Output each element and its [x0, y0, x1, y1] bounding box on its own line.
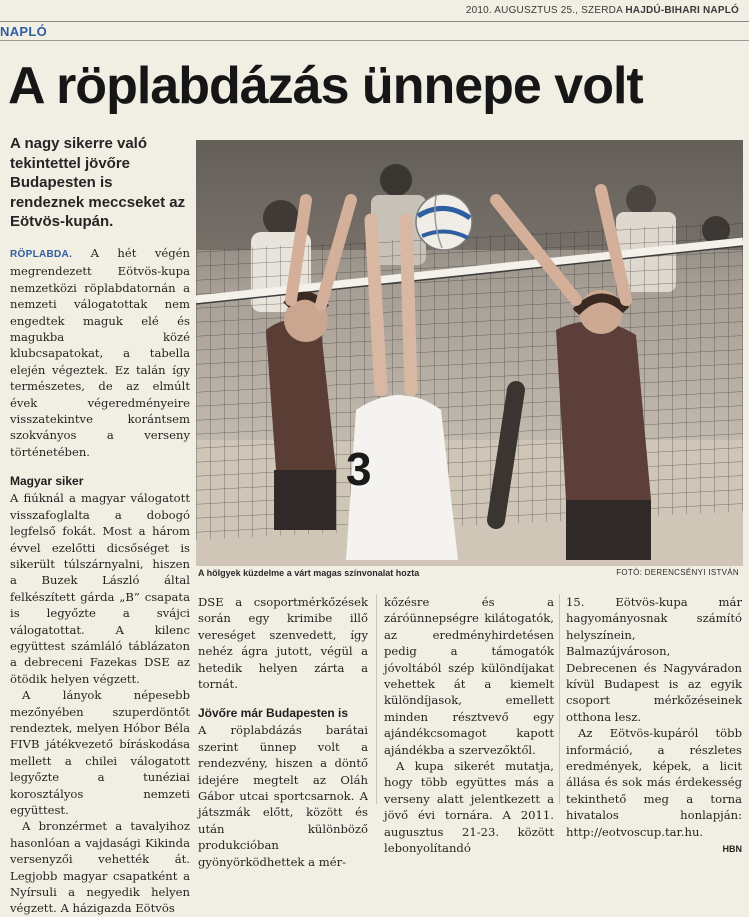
paragraph-3: A bronzérmet a tavalyihoz hasonlóan a vajdasági Kikinda versenyzői vehették át. Legjobb magyar csapatként a Nyírsuli a negyedik helyen végzett. A házigazda Eötvös	[10, 819, 190, 916]
intro-text: A hét végén megrendezett Eötvös-kupa nemzetközi röplabdatornán a nemzeti válogatottak nem engedtek maguk elé és magukba közé klubcsapatokat, a tabella elején végeztek. Ez talán így természetes, de az elmúlt évek végeredményeire visszatekintve korántsem szokványos a verseny történetében.	[10, 246, 190, 459]
photo-caption-bar	[196, 568, 743, 582]
volleyball-icon	[416, 194, 472, 250]
header-date: 2010. AUGUSZTUS 25., SZERDA	[465, 5, 623, 16]
col4-paragraph-1: 15. Eötvös-kupa már hagyományosnak számító helyszínein, Balmazújvároson, Debrecenen és Nagyváradon kívül Budapest is az egyik csoport mérkőzéseinek otthona lesz.	[566, 595, 742, 724]
col3-paragraph-2: A kupa sikerét mutatja, hogy több együttes más a verseny alatt jelentkezett a jövő évi tornára. A 2011. augusztus 21-23. között lebonyolítandó	[384, 759, 554, 856]
col2-paragraph-2: A röplabdázás barátai szerint ünnep volt a rendezvény, hiszen a döntő idejére megtelt az Oláh Gábor utcai sportcsarnok. A játszmák előtt, között és után különböző produkcióban gyönyörködhettek a mér-	[198, 723, 368, 869]
jersey-number: 3	[346, 443, 372, 495]
byline-row	[566, 840, 742, 857]
col2-paragraph-1: DSE a csoportmérkőzések során egy krimibe illő vereséget szenvedett, így nehéz ágra jutott, végül a hetedik helyen zárta a tornát.	[198, 595, 368, 692]
article-column-2	[198, 594, 368, 870]
col3-paragraph-1: kőzésre és a záróünnepségre kilátogatók, az eredményhirdetésen pedig a támogatók jóvoltából szép különdíjakat vehettek át a kiemelt különdíjasok, emellett minden résztvevő egy ajándékcsomagot kapott ajándékba a szervezőktől.	[384, 595, 554, 757]
header-dateline	[466, 5, 739, 16]
article-byline: HBN	[722, 844, 742, 855]
header-paper-name: HAJDÚ-BIHARI NAPLÓ	[625, 5, 739, 16]
paragraph-2: A lányok népesebb mezőnyében szuperdöntőt rendeztek, melyen Hóbor Béla FIVB játékvezető bíráskodása mellett a chilei válogatott legyőzte a tunéziai korosztályos nemzeti együttest.	[10, 688, 190, 817]
section-label: NAPLÓ	[0, 24, 47, 39]
article-column-4	[566, 594, 742, 858]
article-kicker: RÖPLABDA.	[10, 249, 73, 260]
photo-credit: FOTÓ: DERENCSÉNYI ISTVÁN	[616, 568, 739, 577]
paragraph-1: A fiúknál a magyar válogatott visszafoglalta a dobogó legfelső fokát. Most a három évvel ezelőtti dicsőséget is sikerült túlszárnyalni, hiszen a Buzek László által felkészített gárda „B” csapata is legyőzte a svájci válogatottat. A kilenc együttest számláló táblázaton a debreceni Fazekas DSE az ötödik helyen végzett.	[10, 491, 190, 686]
col4-paragraph-2: Az Eötvös-kupáról több információ, a részletes eredmények, képek, a licit állása és sok más érdekesség tekinthető meg a torna hivatalos honlapján: http://eotvoscup.tar.hu.	[566, 726, 742, 839]
article-headline: A röplabdázás ünnepe volt	[8, 57, 643, 115]
article-lead: A nagy sikerre való tekintettel jövőre Budapesten is rendeznek meccseket az Eötvös-kupán.	[10, 135, 186, 230]
page-header	[0, 0, 749, 22]
column-divider	[376, 594, 377, 804]
article-column-3	[384, 594, 554, 857]
subhead-budapest: Jövőre már Budapesten is	[198, 706, 349, 721]
section-rule	[0, 40, 749, 41]
article-photo	[196, 140, 743, 566]
column-divider	[559, 594, 560, 804]
volleyball-photo-illustration	[196, 140, 743, 566]
article-column-1	[10, 245, 190, 917]
photo-caption: A hölgyek küzdelme a várt magas színvonalat hozta	[198, 568, 420, 578]
subhead-magyar-siker: Magyar siker	[10, 474, 84, 489]
intro-paragraph	[10, 245, 190, 460]
